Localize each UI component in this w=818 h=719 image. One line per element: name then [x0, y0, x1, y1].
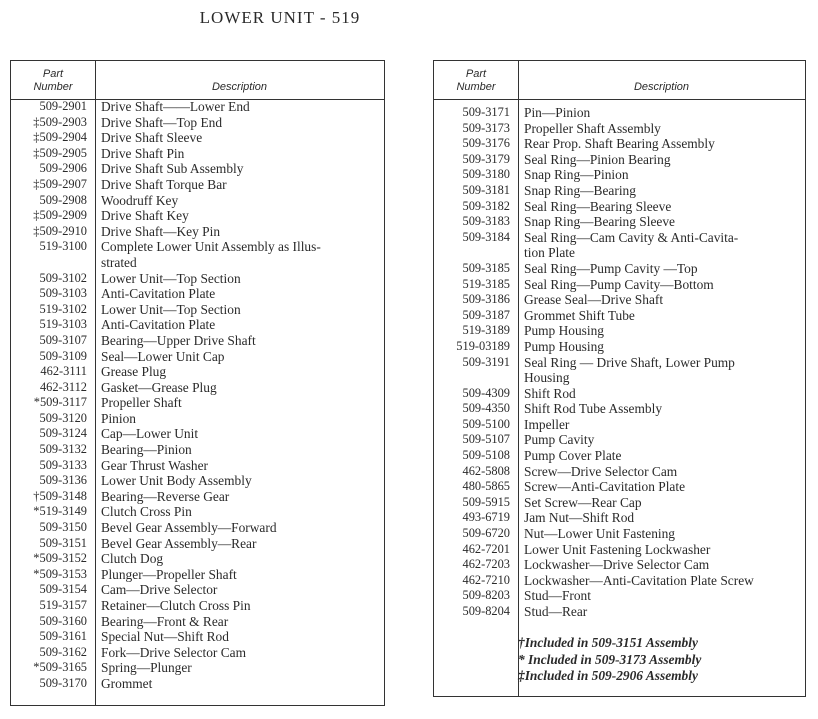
part-description: Seal Ring—Pinion Bearing	[524, 151, 671, 167]
table-row	[434, 261, 805, 277]
part-description: Clutch Cross Pin	[101, 504, 192, 520]
part-description: Propeller Shaft	[101, 395, 182, 411]
part-number: 509-4309	[462, 385, 510, 400]
table-row	[11, 177, 384, 193]
part-number: 519-3103	[39, 317, 87, 332]
table-row	[11, 286, 384, 302]
part-number: ‡509-2910	[33, 223, 87, 238]
part-description: Propeller Shaft Assembly	[524, 120, 661, 136]
part-number: 509-3161	[39, 629, 87, 644]
part-description: Bevel Gear Assembly—Forward	[101, 520, 277, 536]
part-number: ‡509-2903	[33, 114, 87, 129]
table-row	[11, 302, 384, 318]
part-number: 509-3102	[39, 270, 87, 285]
part-number: 519-3102	[39, 301, 87, 316]
table-row	[11, 224, 384, 240]
table-row	[11, 660, 384, 676]
part-description: Snap Ring—Pinion	[524, 167, 629, 183]
parts-table-right	[433, 60, 806, 697]
table-row	[434, 339, 805, 355]
part-description: Lower Unit—Top Section	[101, 270, 241, 286]
table-row	[11, 567, 384, 583]
part-description: Drive Shaft—Key Pin	[101, 223, 221, 239]
page-title: LOWER UNIT - 519	[199, 8, 361, 27]
part-number: ‡509-2904	[33, 130, 87, 145]
part-description: Drive Shaft—Top End	[101, 114, 223, 130]
part-number: 509-3107	[39, 332, 87, 347]
table-row	[434, 308, 805, 324]
part-number: *519-3149	[33, 504, 87, 519]
part-number: 509-3173	[462, 120, 510, 135]
part-description: Plunger—Propeller Shaft	[101, 566, 237, 582]
table-row	[434, 121, 805, 137]
part-number: 509-3109	[39, 348, 87, 363]
table-row	[434, 355, 805, 386]
part-description: Screw—Drive Selector Cam	[524, 463, 678, 479]
part-number: 480-5865	[462, 479, 510, 494]
part-description: Stud—Front	[524, 588, 591, 604]
part-description: Pin—Pinion	[524, 105, 591, 120]
table-row	[11, 271, 384, 287]
table-row	[434, 464, 805, 480]
table-row	[11, 598, 384, 614]
part-number: 509-3124	[39, 426, 87, 441]
footnotes	[434, 635, 805, 685]
table-row	[11, 317, 384, 333]
part-description: Anti-Cavitation Plate	[101, 286, 216, 302]
part-description: Lower Unit Body Assembly	[101, 473, 252, 489]
part-description: Grease Plug	[101, 364, 167, 380]
part-description: Gasket—Grease Plug	[101, 379, 217, 395]
part-description: Gear Thrust Washer	[101, 457, 209, 473]
table-row	[434, 136, 805, 152]
table-row	[11, 676, 384, 692]
part-number: 509-3170	[39, 675, 87, 690]
part-description: Bearing—Front & Rear	[101, 613, 229, 629]
table-row	[11, 161, 384, 177]
table-row	[434, 432, 805, 448]
part-number: 462-5808	[462, 463, 510, 478]
part-description: Seal—Lower Unit Cap	[101, 348, 225, 364]
table-row	[434, 292, 805, 308]
part-number: 509-3186	[462, 292, 510, 307]
table-row	[11, 364, 384, 380]
part-description: Nut—Lower Unit Fastening	[524, 526, 675, 542]
part-description: Bevel Gear Assembly—Rear	[101, 535, 257, 551]
part-number: 509-3185	[462, 260, 510, 275]
table-row	[11, 645, 384, 661]
table-row	[434, 542, 805, 558]
table-row	[434, 105, 805, 121]
part-number: 509-5107	[462, 432, 510, 447]
table-row	[434, 214, 805, 230]
part-number: 519-3189	[462, 323, 510, 338]
part-description: Woodruff Key	[101, 192, 179, 208]
part-description: Retainer—Clutch Cross Pin	[101, 598, 251, 613]
parts-list-right	[434, 105, 805, 620]
part-number: 509-3187	[462, 307, 510, 322]
part-number: ‡509-2909	[33, 208, 87, 223]
part-number: 509-3103	[39, 286, 87, 301]
part-description: Rear Prop. Shaft Bearing Assembly	[524, 136, 715, 152]
table-row	[434, 588, 805, 604]
table-row	[11, 582, 384, 598]
table-row	[11, 614, 384, 630]
part-number: 462-7201	[462, 541, 510, 556]
table-row	[11, 458, 384, 474]
part-number: 519-03189	[456, 338, 510, 353]
part-description: Fork—Drive Selector Cam	[101, 644, 247, 660]
table-row	[434, 479, 805, 495]
part-description: Anti-Cavitation Plate	[101, 317, 216, 333]
part-description: Drive Shaft Sleeve	[101, 130, 203, 146]
footnote: †Included in 509-3151 Assembly	[518, 635, 698, 650]
table-row	[11, 411, 384, 427]
part-description: Screw—Anti-Cavitation Plate	[524, 479, 686, 495]
part-number: 509-3120	[39, 410, 87, 425]
parts-list-left	[11, 99, 384, 692]
part-description: Seal Ring—Pump Cavity—Bottom	[524, 276, 714, 292]
part-description: Pump Cover Plate	[524, 448, 622, 464]
part-description: Grommet	[101, 675, 153, 691]
table-row	[11, 520, 384, 536]
table-row	[11, 380, 384, 396]
part-number: 509-5915	[462, 494, 510, 509]
part-description: Complete Lower Unit Assembly as Illus- strated	[101, 239, 321, 270]
part-description: Bearing—Upper Drive Shaft	[101, 332, 256, 348]
part-number: 509-3151	[39, 535, 87, 550]
table-row	[434, 573, 805, 589]
table-row	[11, 239, 384, 270]
part-description: Special Nut—Shift Rod	[101, 629, 229, 645]
table-row	[11, 99, 384, 115]
part-number-header: Part Number	[456, 68, 496, 93]
part-description: Cam—Drive Selector	[101, 582, 218, 598]
table-row	[11, 146, 384, 162]
table-row	[11, 426, 384, 442]
part-description: Lockwasher—Drive Selector Cam	[524, 557, 710, 573]
part-description: Grease Seal—Drive Shaft	[524, 292, 664, 308]
part-number: 509-2906	[39, 161, 87, 176]
table-header	[11, 61, 384, 100]
part-number: 509-4350	[462, 401, 510, 416]
part-number: 519-3100	[39, 239, 87, 254]
part-number: †509-3148	[33, 488, 87, 503]
part-description: Stud—Rear	[524, 604, 588, 619]
part-number: 509-8204	[462, 604, 510, 618]
part-description: Lower Unit Fastening Lockwasher	[524, 541, 711, 557]
table-row	[434, 604, 805, 620]
part-number: 509-3180	[462, 167, 510, 182]
part-number: 509-3176	[462, 136, 510, 151]
part-description: Lower Unit—Top Section	[101, 301, 241, 317]
part-number: 509-3191	[462, 354, 510, 369]
part-description: Drive Shaft Torque Bar	[101, 176, 227, 192]
part-number: ‡509-2907	[33, 176, 87, 191]
table-row	[11, 130, 384, 146]
part-number: 493-6719	[462, 510, 510, 525]
table-row	[11, 504, 384, 520]
table-row	[11, 349, 384, 365]
part-description: Snap Ring—Bearing	[524, 182, 636, 198]
part-description: Pump Housing	[524, 323, 604, 339]
part-number: 509-5108	[462, 448, 510, 463]
table-row	[434, 167, 805, 183]
part-description: Seal Ring—Cam Cavity & Anti-Cavita- tion Plate	[524, 229, 739, 261]
part-description: Snap Ring—Bearing Sleeve	[524, 214, 675, 230]
part-number: 462-7210	[462, 572, 510, 587]
table-row	[434, 152, 805, 168]
table-row	[434, 277, 805, 293]
part-number: 509-3171	[462, 105, 510, 119]
part-description: Seal Ring—Pump Cavity —Top	[524, 260, 698, 276]
part-number: 509-5100	[462, 416, 510, 431]
table-row	[11, 489, 384, 505]
part-description: Pinion	[101, 410, 136, 426]
table-row	[434, 199, 805, 215]
part-number: 509-3183	[462, 214, 510, 229]
part-description: Impeller	[524, 416, 570, 432]
table-row	[11, 536, 384, 552]
part-description: Cap—Lower Unit	[101, 426, 199, 442]
part-description: Drive Shaft Pin	[101, 145, 185, 161]
part-number: 509-3184	[462, 229, 510, 244]
part-number: *509-3153	[33, 566, 87, 581]
part-number: 509-3132	[39, 442, 87, 457]
part-number: 462-3112	[39, 379, 87, 394]
table-row	[11, 473, 384, 489]
part-description: Shift Rod	[524, 385, 576, 401]
part-number: *509-3152	[33, 551, 87, 566]
part-number: 509-3136	[39, 473, 87, 488]
part-number: 509-2901	[39, 99, 87, 113]
part-description: Bearing—Pinion	[101, 442, 192, 458]
table-row	[434, 386, 805, 402]
part-number: 509-3179	[462, 151, 510, 166]
part-number: 509-3133	[39, 457, 87, 472]
part-description: Lockwasher—Anti-Cavitation Plate Screw	[524, 572, 754, 588]
part-number: *509-3165	[33, 660, 87, 675]
table-row	[434, 417, 805, 433]
part-description: Drive Shaft Key	[101, 208, 189, 224]
table-row	[11, 551, 384, 567]
part-description: Shift Rod Tube Assembly	[524, 401, 663, 417]
table-row	[11, 629, 384, 645]
part-number: 519-3185	[462, 276, 510, 291]
table-row	[11, 442, 384, 458]
table-row	[434, 448, 805, 464]
part-description: Seal Ring — Drive Shaft, Lower Pump Housing	[524, 354, 735, 386]
part-description: Drive Shaft Sub Assembly	[101, 161, 244, 177]
part-number: 462-7203	[462, 557, 510, 572]
table-row	[434, 323, 805, 339]
table-row	[11, 333, 384, 349]
part-number: 509-8203	[462, 588, 510, 603]
part-number-header: Part Number	[33, 68, 73, 93]
table-row	[434, 526, 805, 542]
part-description: Jam Nut—Shift Rod	[524, 510, 635, 526]
part-number: *509-3117	[33, 395, 87, 410]
table-row	[434, 230, 805, 261]
description-header: Description	[211, 81, 268, 93]
part-number: 509-3182	[462, 198, 510, 213]
part-description: Spring—Plunger	[101, 660, 192, 676]
table-row	[11, 193, 384, 209]
table-row	[11, 115, 384, 131]
part-number: 509-3160	[39, 613, 87, 628]
part-description: Grommet Shift Tube	[524, 307, 635, 323]
part-description: Seal Ring—Bearing Sleeve	[524, 198, 672, 214]
parts-table-left	[10, 60, 385, 706]
part-description: Bearing—Reverse Gear	[101, 488, 230, 504]
table-row	[434, 557, 805, 573]
footnote: * Included in 509-3173 Assembly	[518, 651, 702, 667]
table-row	[434, 510, 805, 526]
part-description: Set Screw—Rear Cap	[524, 494, 642, 510]
footnote: ‡Included in 509-2906 Assembly	[518, 668, 698, 683]
table-row	[11, 395, 384, 411]
table-row	[11, 208, 384, 224]
part-description: Pump Housing	[524, 338, 604, 354]
part-number: 509-3154	[39, 582, 87, 597]
table-row	[434, 495, 805, 511]
part-description: Pump Cavity	[524, 432, 595, 448]
part-number: ‡509-2905	[33, 145, 87, 160]
part-number: 509-3162	[39, 644, 87, 659]
part-number: 509-3181	[462, 182, 510, 197]
part-number: 509-2908	[39, 192, 87, 207]
part-number: 509-6720	[462, 526, 510, 541]
table-row	[434, 401, 805, 417]
description-header: Description	[633, 81, 690, 93]
table-header	[434, 61, 805, 100]
table-row	[434, 183, 805, 199]
part-description: Clutch Dog	[101, 551, 164, 567]
part-description: Drive Shaft——Lower End	[101, 99, 250, 114]
part-number: 519-3157	[39, 598, 87, 612]
part-number: 462-3111	[40, 364, 87, 379]
part-number: 509-3150	[39, 520, 87, 535]
